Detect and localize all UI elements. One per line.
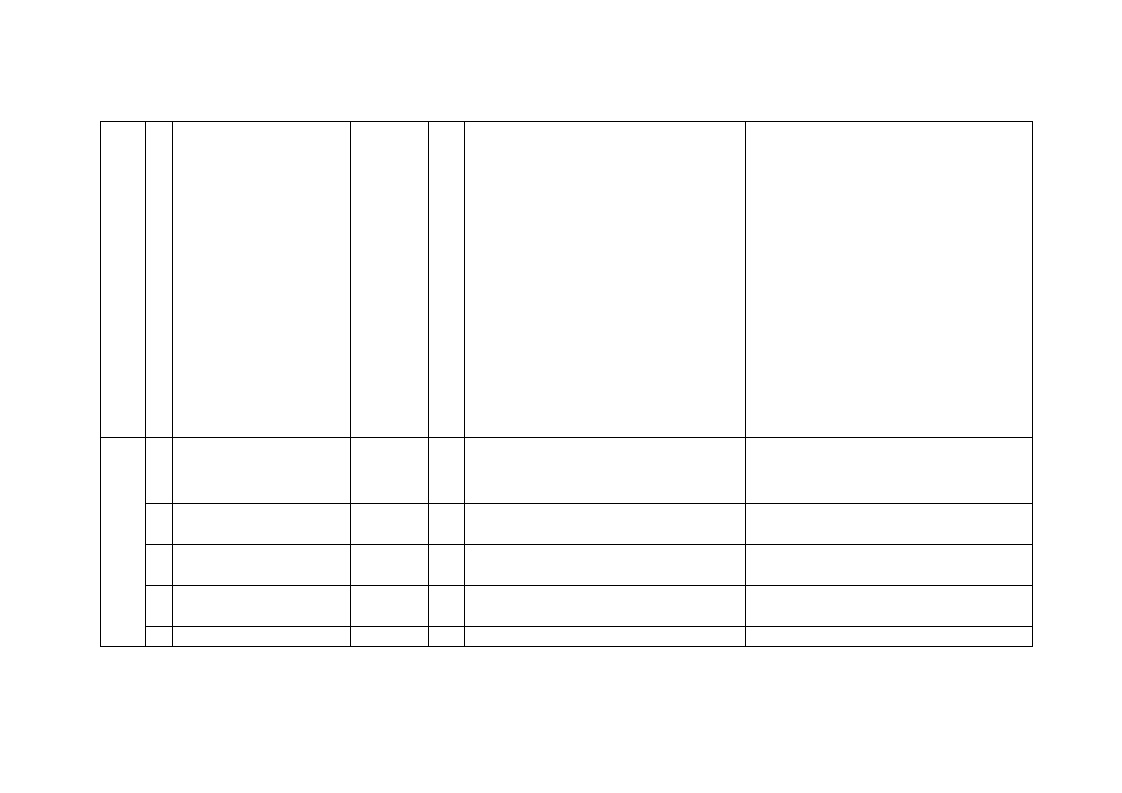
table-row bbox=[101, 504, 1033, 545]
cell-form-requirements bbox=[465, 122, 746, 438]
cell-copies bbox=[429, 627, 465, 647]
cell-remark bbox=[746, 586, 1033, 627]
table-row bbox=[101, 545, 1033, 586]
materials-table bbox=[100, 121, 1033, 647]
table-row-continuation bbox=[101, 122, 1033, 438]
cell-no bbox=[146, 627, 173, 647]
cell-source bbox=[351, 586, 429, 627]
cell-no bbox=[146, 586, 173, 627]
cell-no bbox=[146, 504, 173, 545]
cell-material bbox=[173, 627, 351, 647]
cell-source bbox=[351, 545, 429, 586]
cell-remark bbox=[746, 122, 1033, 438]
cell-copies bbox=[429, 438, 465, 504]
cell-remark bbox=[746, 438, 1033, 504]
cell-source bbox=[351, 438, 429, 504]
table-row bbox=[101, 438, 1033, 504]
cell-material bbox=[173, 545, 351, 586]
cell-material bbox=[173, 504, 351, 545]
cell-no bbox=[146, 122, 173, 438]
cell-material bbox=[173, 122, 351, 438]
cell-remark bbox=[746, 545, 1033, 586]
cell-no bbox=[146, 438, 173, 504]
cell-material bbox=[173, 438, 351, 504]
cell-source bbox=[351, 122, 429, 438]
cell-form-requirements bbox=[465, 586, 746, 627]
cell-remark bbox=[746, 627, 1033, 647]
cell-item-name bbox=[101, 438, 146, 647]
cell-copies bbox=[429, 545, 465, 586]
cell-form-requirements bbox=[465, 438, 746, 504]
cell-source bbox=[351, 504, 429, 545]
cell-form-requirements bbox=[465, 627, 746, 647]
cell-copies bbox=[429, 586, 465, 627]
cell-copies bbox=[429, 122, 465, 438]
table-row bbox=[101, 627, 1033, 647]
table-row bbox=[101, 586, 1033, 627]
cell-item-name bbox=[101, 122, 146, 438]
cell-remark bbox=[746, 504, 1033, 545]
cell-no bbox=[146, 545, 173, 586]
cell-copies bbox=[429, 504, 465, 545]
cell-form-requirements bbox=[465, 545, 746, 586]
cell-material bbox=[173, 586, 351, 627]
cell-source bbox=[351, 627, 429, 647]
cell-form-requirements bbox=[465, 504, 746, 545]
